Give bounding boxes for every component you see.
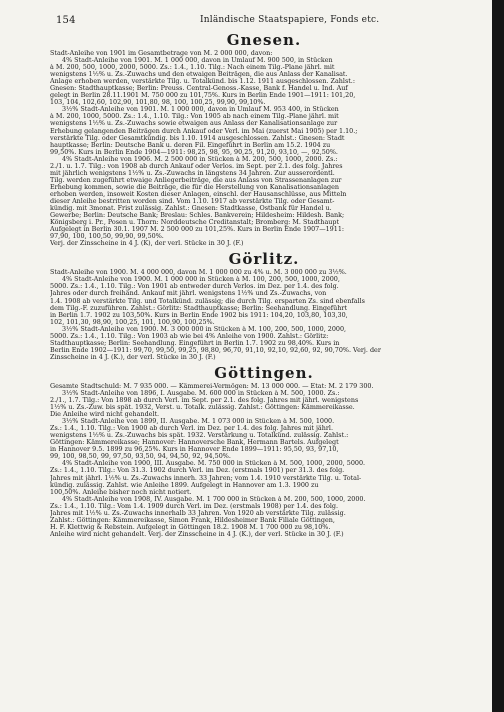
text-line: Göttingen: Kämmereikasse; Hannover: Hannoversche Bank, Hermann Bartels. Aufgelegt — [50, 439, 339, 447]
text-line: Berlin Ende 1902—1911: 99,70, 99,50, 99,25, 98,80, 96,70, 91,10, 92,10, 92,60, 92, 90,70%. Verj. der — [50, 346, 381, 354]
text-line: Zs.: 1.4., 1.10. Tilg.: Von 1900 ab durch Verl. im Dez. per 1.4. des folg. Jahres mit jährl. — [50, 425, 333, 433]
section-1 — [50, 30, 478, 247]
section-title: Gnesen. — [226, 31, 302, 49]
section-title: Göttingen. — [214, 363, 314, 382]
text-line: Anleihe wird nicht gehandelt. Verj. der Zinsscheine in 4 J. (K.), der verl. Stücke in 30 J. (F.) — [50, 530, 344, 538]
text-line: Jahres mit 1½% u. Zs.-Zuwachs innerhalb 33 Jahren. Von 1920 ab verstärkte Tilg. zulässig. — [50, 509, 346, 517]
text-line: Gewerbe; Berlin: Deutsche Bank; Breslau: Schles. Bankverein; Hildesheim: Hildesh. Bank; — [50, 212, 345, 220]
text-line: 4% Stadt-Anleihe von 1900. M. 1 000 000 in Stücken à M. 100, 200, 500, 1000, 2000, — [62, 276, 340, 284]
text-line: kündig. zulässig. Zahlst. wie Anleihe 1899. Aufgelegt in Hannover am 1.3. 1900 zu — [50, 481, 319, 489]
text-line: 4% Stadt-Anleihe von 1908, IV. Ausgabe. M. 1 700 000 in Stücken à M. 200, 500, 1000, 2000. — [62, 495, 366, 503]
text-line: in Hannover 9.5. 1899 zu 96,25%. Kurs in Hannover Ende 1899—1911: 95,50, 93, 97,10, — [50, 446, 339, 454]
scan-edge — [492, 0, 504, 712]
text-line: 4% Stadt-Anleihe von 1900, III. Ausgabe. M. 750 000 in Stücken à M. 500, 1000, 2000, 5000. — [62, 460, 366, 468]
text-line: gelegt in Berlin 28.11.1901 M. 750 000 zu 101,75%. Kurs in Berlin Ende 1901—1911: 101,20, — [50, 92, 356, 100]
text-line: Stadt-Anleihe von 1900. M. 4 000 000, davon M. 1 000 000 zu 4% u. M. 3 000 000 zu 3½%. — [50, 269, 347, 277]
text-line: 97,90, 100, 100,50, 99,90, 99,50%. — [50, 233, 164, 241]
text-line: dieser Anleihe bestritten worden sind. Vom 1.10. 1917 ab verstärkte Tilg. oder Gesamt- — [50, 197, 335, 205]
text-line: Erhebung gelangenden Beiträgen durch Ankauf oder Verl. im Mai (zuerst Mai 1905) per 1.10.; — [50, 127, 358, 135]
text-line: Königsberg i. Pr., Posen u. Thorn: Norddeutsche Creditanstalt; Bromberg: M. Stadthaupt — [50, 219, 340, 227]
text-line: H. F. Klettwig & Rebstein. Aufgelegt in Göttingen 18.2. 1908 M. 1 700 000 zu 98,10%. — [50, 523, 331, 531]
section-2 — [50, 249, 478, 361]
text-line: 102, 101,30, 98,90, 100,25, 101, 100,90, 100,25%. — [50, 318, 215, 326]
text-line: 1.4. 1908 ab verstärkte Tilg. und Totalkünd. zulässig; die durch Tilg. ersparten Zs. sind ebenfalls — [50, 297, 365, 305]
text-line: 99,50%. Kurs in Berlin Ende 1904—1911: 98,25, 98, 95, 90,25, 91,20, 93,10, —, 92,50%. — [50, 148, 338, 156]
text-line: erhoben werden, insoweit Kosten dieser Anlagen, einschl. der Hausanschlüsse, aus Mitteln — [50, 190, 347, 198]
text-line: 4% Stadt-Anleihe von 1906. M. 2 500 000 in Stücken à M. 200, 500, 1000, 2000. Zs.: — [62, 155, 338, 163]
page-number: 154 — [56, 15, 76, 26]
text-line: 5000. Zs.: 1.4., 1.10. Tilg.: Von 1901 ab entweder durch Verlos. im Dez. per 1.4. des folg. — [50, 283, 339, 291]
text-line: 103, 104, 102,60, 102,90, 101,80, 98, 100, 100,25, 99,90, 99,10%. — [50, 99, 266, 107]
text-line: Gesamte Stadtschuld: M. 7 935 000. — Kämmerei-Vermögen: M. 13 000 000. — Etat: M. 2 179 300. — [50, 382, 374, 390]
text-line: 3½% Stadt-Anleihe von 1896, I. Ausgabe. M. 600 000 in Stücken à M. 500, 1000. Zs.: — [62, 389, 340, 397]
text-line: in Berlin 1.7. 1902 zu 103,50%. Kurs in Berlin Ende 1902 bis 1911: 104,20, 103,80, 103,30, — [50, 311, 348, 319]
text-line: Zs.: 1.4., 1.10. Tilg.: Vom 1.4. 1909 durch Verl. im Dez. (erstmals 1908) per 1.4. des folg. — [50, 502, 338, 510]
text-line: hauptkasse; Berlin: Deutsche Bank u. deren Fil. Eingeführt in Berlin am 15.2. 1904 zu — [50, 141, 331, 149]
text-line: à M. 200, 1000, 5000. Zs.: 1.4., 1.10. Tilg.: Von 1905 ab nach einem Tilg.-Plane jährl. mit — [50, 113, 339, 121]
sections-container — [50, 30, 478, 538]
text-line: Zinsscheine in 4 J. (K.), der verl. Stücke in 30 J. (F.) — [50, 353, 216, 361]
text-line: 2./1. u. 1.7. Tilg.: von 1908 ab durch Ankauf oder Verlos. im Sept. per 2.1. des folg. Jahres — [50, 162, 343, 170]
text-line: Jahres oder durch freihänd. Ankauf mit jährl. wenigstens 1½% und Zs.-Zuwachs, von — [50, 290, 327, 298]
text-line: Zs.: 1.4., 1.10. Tilg.: Von 31.3. 1902 durch Verl. im Dez. (erstmals 1901) per 31.3. des folg. — [50, 467, 345, 475]
section-title: Görlitz. — [228, 250, 300, 269]
text-line: 99, 100, 98,50, 99, 97,50, 93,50, 94, 94,50, 92, 94,50%. — [50, 453, 231, 461]
text-line: Anlage erhoben werden, verstärkte Tilg. u. Totalkünd. bis 1.12. 1911 ausgeschlossen. Zahlst.: — [50, 78, 355, 86]
section-3 — [50, 363, 478, 538]
text-line: 2./1., 1.7. Tilg.: Von 1898 ab durch Verl. im Sept. per 2.1. des folg. Jahres mit jährl. wenigstens — [50, 397, 359, 405]
text-line: 3½% Stadt-Anleihe von 1899, II. Ausgabe. M. 1 073 000 in Stücken à M. 500, 1000. — [62, 418, 335, 426]
text-line: Jahres mit jährl. 1½% u. Zs.-Zuwachs innerh. 33 Jahren; vom 1.4. 1910 verstärkte Tilg. u. Total- — [50, 474, 362, 482]
page-header — [50, 12, 478, 30]
text-line: Zahlst.: Göttingen: Kämmereikasse, Simon Frank, Hildesheimer Bank Filiale Göttingen, — [50, 516, 335, 524]
text-line: 5000. Zs.: 1.4., 1.10. Tilg.: Von 1903 ab wie bei 4% Anleihe von 1900. Zahlst.: Görlitz: — [50, 332, 329, 340]
text-line: Erhebung kommen, sowie die Beiträge, die für die Herstellung von Kanalisationsanlagen — [50, 183, 340, 191]
text-line: verstärkte Tilg. oder Gesamtkündig. bis 1.10. 1914 ausgeschlossen. Zahlst.: Gnesen: Stadt — [50, 134, 345, 142]
text-line: 3½% Stadt-Anleihe von 1901. M. 1 000 000, davon in Umlauf M. 953 400, in Stücken — [62, 106, 339, 114]
text-line: 4% Stadt-Anleihe von 1901. M. 1 000 000, davon in Umlauf M. 900 500, in Stücken — [62, 57, 333, 65]
running-title: Inländische Staatspapiere, Fonds etc. — [200, 15, 380, 25]
text-line: 100,50%. Anleihe bisher noch nicht notiert. — [50, 488, 192, 496]
text-line: mit jährlich wenigstens 1½% u. Zs.-Zuwachs in längstens 34 Jahren. Zur ausserordentl. — [50, 169, 335, 177]
text-line: à M. 200, 500, 1000, 2000, 5000. Zs.: 1.4., 1.10. Tilg.: Nach einem Tilg.-Plane jährl. mit — [50, 64, 335, 72]
text-line: 3½% Stadt-Anleihe von 1900. M. 3 000 000 in Stücken à M. 100, 200, 500, 1000, 2000, — [62, 325, 347, 333]
text-line: dem Tilg.-F. zuzuführen. Zahlst.: Görlitz: Stadthauptkasse; Berlin: Seehandlung. Eingeführt — [50, 304, 348, 312]
text-line: wenigstens 1½% u. Zs.-Zuwachs bis spät. 1932. Verstärkung u. Totalkünd. zulässig. Zahlst.: — [50, 432, 349, 440]
text-line: Die Anleihe wird nicht gehandelt. — [50, 411, 160, 419]
text-line: Stadt-Anleihe von 1901 im Gesamtbetrage von M. 2 000 000, davon: — [50, 50, 273, 57]
text-line: Stadthauptkasse; Berlin: Seehandlung. Eingeführt in Berlin 1.7. 1902 zu 98,40%. Kurs in — [50, 339, 340, 347]
text-line: wenigstens 1½% u. Zs.-Zuwachs sowie etwaigen aus Anlass der Kanalisationsanlage zur — [50, 120, 338, 128]
text-line: Verj. der Zinsscheine in 4 J. (K), der verl. Stücke in 30 J. (F.) — [50, 240, 244, 248]
text-line: Aufgelegt in Berlin 30.1. 1907 M. 2 500 000 zu 101,25%. Kurs in Berlin Ende 1907—1911: — [50, 226, 345, 234]
text-line: Tilg. werden zugeführt etwaige Anliegerbeiträge, die aus Anlass von Strassenanlagen zur — [50, 176, 342, 184]
text-line: Gnesen: Stadthauptkasse; Berlin: Preuss. Central-Genoss.-Kasse, Bank f. Handel u. Ind. Auf — [50, 85, 348, 93]
text-line: kündig. mit 3monat. Frist zulässig. Zahlst.: Gnesen: Stadtkasse, Ostbank für Handel u. — [50, 205, 332, 213]
text-line: wenigstens 1½% u. Zs.-Zuwachs und den etwaigen Beiträgen, die aus Anlass der Kanalisat. — [50, 71, 348, 79]
text-line: 1½% u. Zs.-Zuw. bis spät. 1932, Verst. u. Totalk. zulässig. Zahlst.: Göttingen: Kämmereikasse. — [50, 404, 355, 412]
